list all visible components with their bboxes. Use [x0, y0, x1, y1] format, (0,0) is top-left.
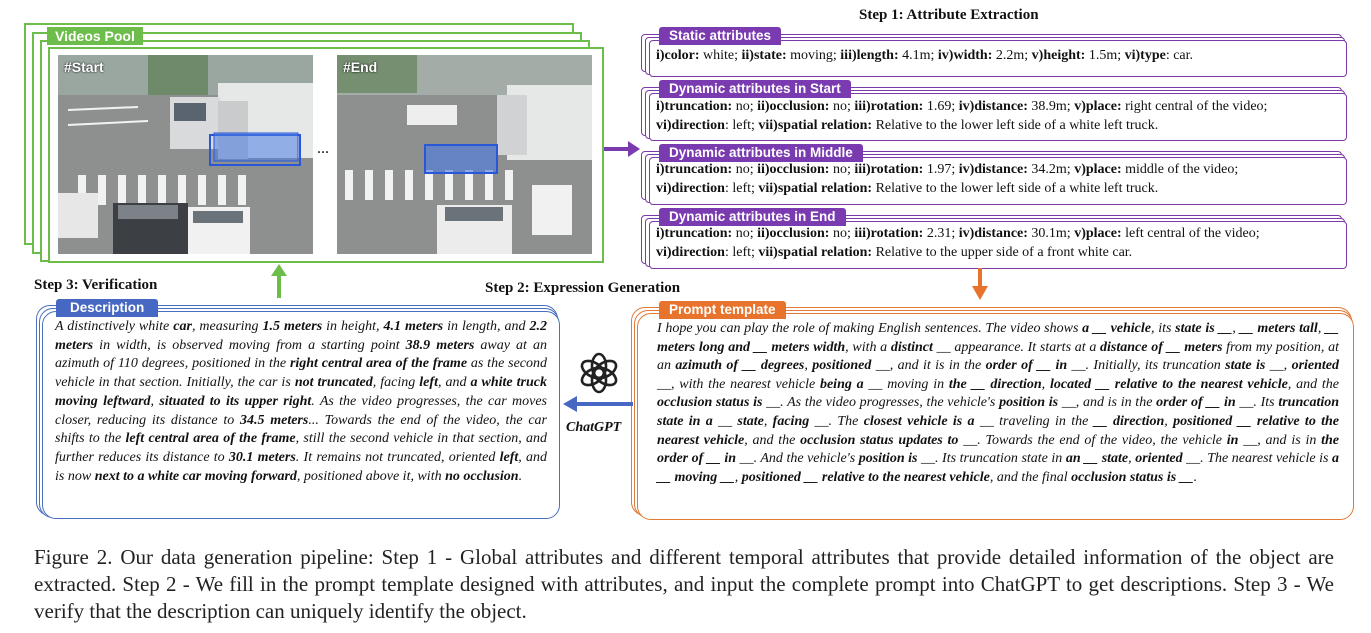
static-attributes-tag: Static attributes — [659, 27, 781, 45]
end-frame-label: #End — [343, 59, 378, 75]
dynamic-end-line1: i)truncation: no; ii)occlusion: no; iii)rotation: 2.31; iv)distance: 30.1m; v)place: left central of the video; — [656, 226, 1260, 241]
step1-heading: Step 1: Attribute Extraction — [859, 7, 1039, 23]
arrow-to-prompt-icon — [969, 266, 991, 302]
step3-heading: Step 3: Verification — [34, 277, 158, 293]
arrow-to-attributes-icon — [602, 138, 642, 160]
start-frame-image — [58, 55, 313, 254]
description-text: A distinctively white car, measuring 1.5 meters in height, 4.1 meters in length, and 2.2 meters in width, is observed moving from a starting point 38.9 meters away at an azimuth of 110 degrees, positioned in the right central area of the frame as the second vehicle in that section. Initially, the car is not truncated, facing left, and a white truck moving leftward, situated to its upper right. As the video progresses, the car moves closer, reducing its distance to 34.5 meters... Towards the end of the video, the car shifts to the left central area of the frame, still the second vehicle in that section, and further reduces its distance to 30.1 meters. It remains not truncated, oriented left, and is now next to a white car moving forward, positioned above it, with no occlusion. — [55, 319, 548, 484]
start-frame-scene — [58, 55, 313, 254]
figure-caption: Figure 2. Our data generation pipeline: Step 1 - Global attributes and different temporal attributes that provide detailed information of the object are extracted. Step 2 - We fill in the prompt template designed with attributes, and input the complete prompt into ChatGPT to get descriptions. Step 3 - We verify that the description can uniquely identify the object. — [34, 545, 1334, 623]
arrow-to-description-icon — [561, 394, 635, 414]
dynamic-start-line1: i)truncation: no; ii)occlusion: no; iii)rotation: 1.69; iv)distance: 38.9m; v)place: right central of the video; — [656, 99, 1268, 114]
dynamic-middle-line2: vi)direction: left; vii)spatial relation: Relative to the lower left side of a white left truck. — [656, 181, 1159, 196]
dynamic-start-tag: Dynamic attributes in Start — [659, 80, 851, 98]
step2-heading: Step 2: Expression Generation — [485, 280, 681, 296]
end-frame-scene — [337, 55, 592, 254]
static-attributes-text: i)color: white; ii)state: moving; iii)length: 4.1m; iv)width: 2.2m; v)height: 1.5m; vi)type: car. — [656, 48, 1194, 63]
videos-pool-label: Videos Pool — [47, 27, 143, 45]
dynamic-end-line2: vi)direction: left; vii)spatial relation: Relative to the upper side of a front white car. — [656, 245, 1133, 260]
prompt-template-tag: Prompt template — [659, 301, 786, 319]
chatgpt-logo-icon — [577, 351, 621, 395]
description-tag: Description — [56, 299, 158, 317]
dynamic-middle-tag: Dynamic attributes in Middle — [659, 144, 863, 162]
end-frame-image — [337, 55, 592, 254]
dynamic-end-tag: Dynamic attributes in End — [659, 208, 846, 226]
dynamic-start-line2: vi)direction: left; vii)spatial relation: Relative to the lower left side of a white left truck. — [656, 118, 1159, 133]
start-frame-label: #Start — [64, 59, 104, 75]
arrow-to-pool-icon — [267, 262, 291, 300]
chatgpt-label: ChatGPT — [566, 420, 622, 435]
dynamic-middle-line1: i)truncation: no; ii)occlusion: no; iii)rotation: 1.97; iv)distance: 34.2m; v)place: middle of the video; — [656, 162, 1239, 177]
frames-ellipsis: ... — [317, 140, 329, 157]
prompt-template-text: I hope you can play the role of making English sentences. The video shows a __ vehicle, its state is __, __ meters tall, __ meters long and __ meters width, with a distinct __ appearance. It starts at a distance of __ meters from my position, at an azimuth of __ degrees, positioned __, and it is in the order of __ in __. Initially, its truncation state is __, oriented __, with the nearest vehicle being a __ moving in the __ direction, located __ relative to the nearest vehicle, and the occlusion status is __. As the video progresses, the vehicle's position is __, and is in the order of __ in __. Its truncation state in a __ state, facing __. The closest vehicle is a __ traveling in the __ direction, positioned __ relative to the nearest vehicle, and the occlusion status updates to __. Towards the end of the video, the vehicle in __, and is in the order of __ in __. And the vehicle's position is __. Its truncation state in an __ state, oriented __. The nearest vehicle is a __ moving __, positioned __ relative to the nearest vehicle, and the final occlusion status is __. — [657, 321, 1340, 485]
